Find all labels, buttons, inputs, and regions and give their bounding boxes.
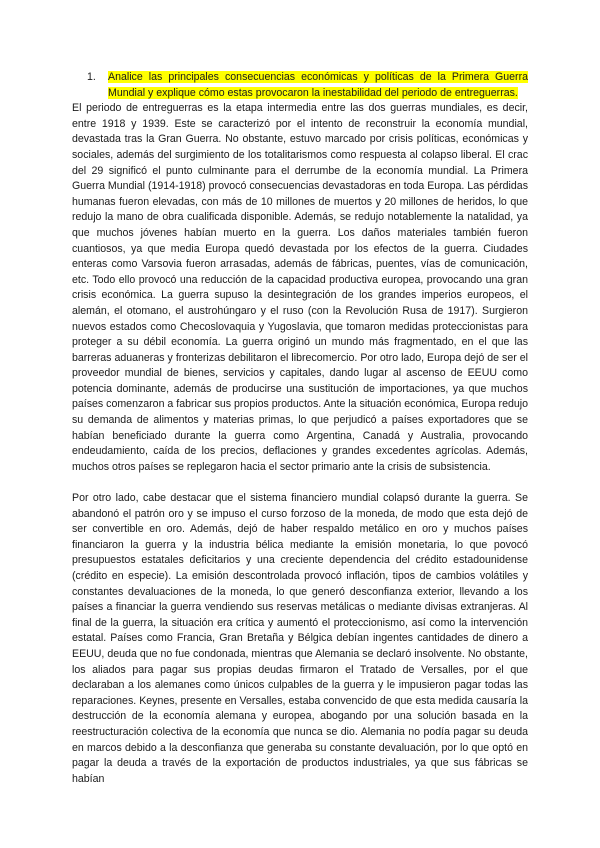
question-number: 1.	[87, 71, 96, 83]
question-text-block	[108, 70, 528, 101]
paragraph-1: El periodo de entreguerras es la etapa intermedia entre las dos guerras mundiales, es decir, entre 1918 y 1939. Este se caracterizó por el intento de reconstruir la economía mundial, devastada tras la Gran Guerra. No obstante, estuvo marcado por crisis políticas, económicas y sociales, además del surgimiento de los totalitarismos como respuesta al colapso liberal. El crac del 29 significó el punto culminante para el derrumbe de la economía mundial. La Primera Guerra Mundial (1914-1918) provocó consecuencias devastadoras en toda Europa. Las pérdidas humanas fueron elevadas, con más de 10 millones de muertos y 20 millones de heridos, lo que redujo la mano de obra cualificada disponible. Además, se redujo notablemente la natalidad, ya que muchos jóvenes habían muerto en la guerra. Los daños materiales también fueron cuantiosos, ya que media Europa quedó devastada por los efectos de la guerra. Ciudades enteras como Varsovia fueron arrasadas, además de fábricas, puentes, vías de comunicación, etc. Todo ello provocó una reducción de la capacidad productiva europea, provocando una gran crisis económica. La guerra supuso la desintegración de los grandes imperios europeos, el alemán, el otomano, el austrohúngaro y el ruso (con la Revolución Rusa de 1917). Surgieron nuevos estados como Checoslovaquia y Yugoslavia, que tomaron medidas proteccionistas para proteger a su débil economía. La guerra originó un mundo más fragmentado, en el que las barreras aduaneras y fronterizas debilitaron el librecomercio. Por otro lado, Europa dejó de ser el proveedor mundial de bienes, servicios y capitales, dando lugar al ascenso de EEUU como potencia dominante, además de producirse una sustitución de importaciones, ya que muchos países comenzaron a fabricar sus propios productos. Ante la situación económica, Europa redujo su demanda de alimentos y materias primas, lo que perjudicó a países exportadores que se habían beneficiado durante la guerra como Argentina, Canadá y Australia, provocando endeudamiento, caída de los precios, deflaciones y grandes excedentes agrícolas. Además, muchos otros países se replegaron hacia el sector primario ante la crisis de subsistencia.	[72, 102, 528, 473]
paragraph-2: Por otro lado, cabe destacar que el sistema financiero mundial colapsó durante la guerra. Se abandonó el patrón oro y se impuso el curso forzoso de la moneda, de modo que esta dejó de ser convertible en oro. Además, dejó de haber respaldo metálico en oro y muchos países financiaron la guerra y la industria bélica mediante la emisión monetaria, lo que povocó presupuestos estatales deficitarios y una creciente dependencia del crédito estadounidense (crédito en especie). La emisión descontrolada provocó inflación, tipos de cambios volátiles y constantes devaluaciones de la moneda, lo que generó desconfianza exterior, llevando a los países a financiar la guerra vendiendo sus reservas metálicas o mediante divisas extranjeras. Al final de la guerra, la situación era crítica y aumentó el proteccionismo, así como la intervención estatal. Países como Francia, Gran Bretaña y Bélgica debían ingentes cantidades de dinero a EEUU, deuda que no fue condonada, mientras que Alemania se declaró insolvente. No obstante, los aliados para pagar sus propias deudas firmaron el Tratado de Versalles, por el que declaraban a los alemanes como únicos culpables de la guerra y le impusieron pagar todas las reparaciones. Keynes, presente en Versalles, estaba convencido de que esta medida causaría la destrucción de la economía alemana y europea, abogando por una solución basada en la reestructuración colectiva de la economía que nunca se dio. Alemania no podía pagar su deuda en marcos debido a la desconfianza que generaba su constante devaluación, por lo que optó en pagar la deuda a través de la exportación de productos industriales, ya que sus fábricas se habían	[72, 492, 528, 785]
document-content	[72, 70, 528, 787]
question-text: Analice las principales consecuencias económicas y políticas de la Primera Guerra Mundial y explique cómo estas provocaron la inestabilidad del periodo de entreguerras.	[108, 71, 528, 99]
question-item	[87, 70, 528, 101]
